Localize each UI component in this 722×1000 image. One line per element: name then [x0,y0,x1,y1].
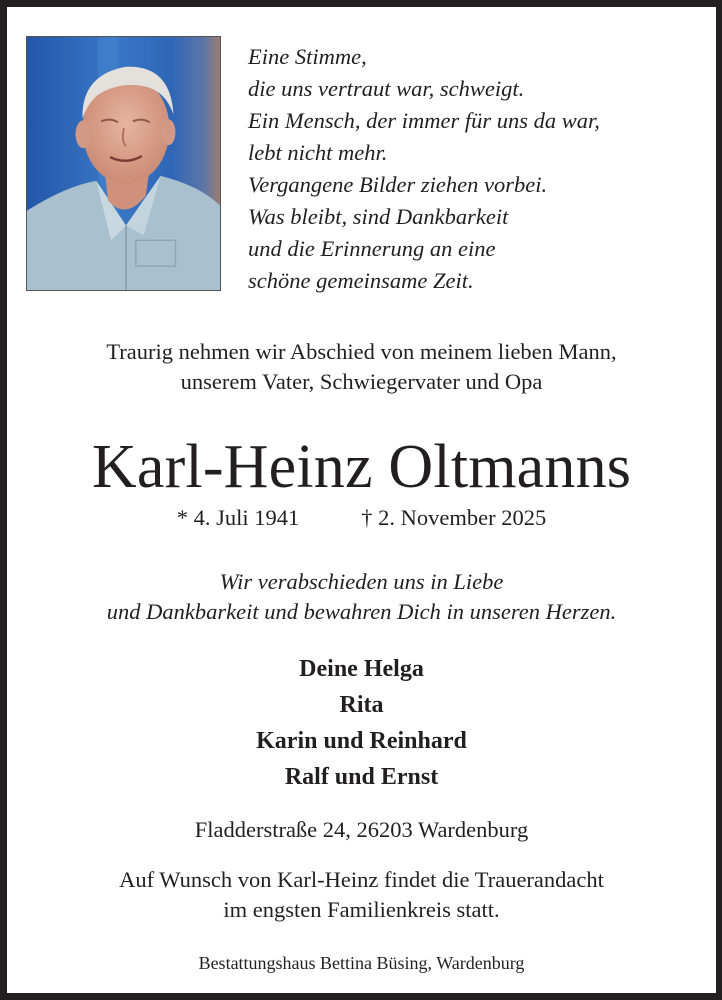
family-address: Fladderstraße 24, 26203 Wardenburg [194,817,529,842]
funeral-home: Bestattungshaus Bettina Büsing, Wardenburg [198,953,525,973]
service-notice [7,865,716,925]
farewell-text [7,567,716,627]
farewell-line: und Dankbarkeit und bewahren Dich in unseren Herzen. [106,599,617,624]
intro-line: unserem Vater, Schwiegervater und Opa [180,369,543,394]
family-signatures [7,651,716,795]
poem-line: die uns vertraut war, schweigt. [248,76,525,101]
birth-date: * 4. Juli 1941 [176,505,300,530]
family-member: Rita [339,692,384,718]
family-member: Ralf und Ernst [284,764,439,790]
poem-line: und die Erinnerung an eine [248,236,496,261]
family-member: Deine Helga [299,656,424,682]
poem-line: Was bleibt, sind Dankbarkeit [248,204,509,229]
deceased-name: Karl-Heinz Oltmanns [91,433,632,501]
family-member: Karin und Reinhard [256,728,467,754]
life-dates [7,503,716,533]
service-line: im engsten Familienkreis statt. [223,897,500,922]
farewell-line: Wir verabschieden uns in Liebe [219,569,504,594]
poem-line: lebt nicht mehr. [248,140,388,165]
poem-line: Ein Mensch, der immer für uns da war, [248,108,600,133]
service-line: Auf Wunsch von Karl-Heinz findet die Trauerandacht [119,867,604,892]
memorial-poem [248,41,708,297]
intro-text [7,337,716,397]
intro-line: Traurig nehmen wir Abschied von meinem lieben Mann, [106,339,617,364]
portrait-photo [26,36,221,291]
portrait-illustration [27,37,220,290]
poem-line: Eine Stimme, [248,44,367,69]
obituary-notice [7,7,716,993]
death-date: † 2. November 2025 [361,505,547,530]
poem-line: schöne gemeinsame Zeit. [248,268,474,293]
poem-line: Vergangene Bilder ziehen vorbei. [248,172,548,197]
